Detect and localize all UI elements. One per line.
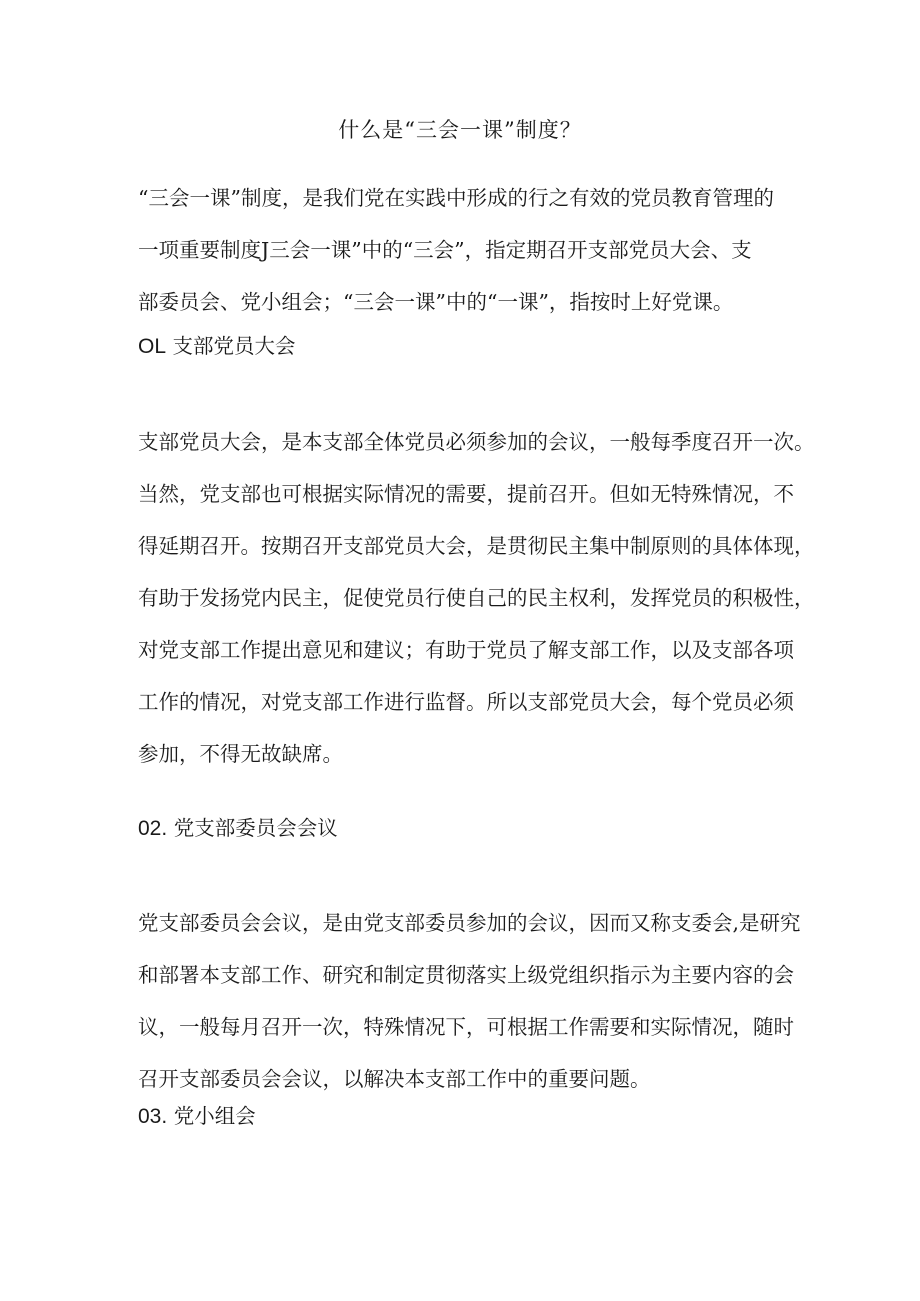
section-number: OL — [138, 335, 167, 358]
paragraph-line: 得延期召开。按期召开支部党员大会，是贯彻民主集中制原则的具体体现， — [138, 534, 815, 558]
paragraph-line: 有助于发扬党内民主，促使党员行使自己的民主权利，发挥党员的积极性， — [138, 586, 815, 610]
section-heading-2 — [138, 812, 338, 845]
paragraph-line: 参加，不得无故缺席。 — [138, 742, 343, 766]
section-heading-1 — [138, 330, 296, 363]
intro-paragraph — [138, 172, 794, 328]
section-title: 党支部委员会会议 — [173, 816, 338, 840]
section-paragraph-1 — [138, 416, 815, 780]
paragraph-line: 对党支部工作提出意见和建议；有助于党员了解支部工作，以及支部各项 — [138, 638, 794, 662]
document-title: 什么是“三会一课”制度？ — [338, 118, 582, 142]
paragraph-line: 当然，党支部也可根据实际情况的需要，提前召开。但如无特殊情况，不 — [138, 482, 794, 506]
paragraph-line: 一项重要制度J三会一课”中的“三会”，指定期召开支部党员大会、支 — [138, 238, 752, 262]
paragraph-line: 议，一般每月召开一次，特殊情况下，可根据工作需要和实际情况，随时 — [138, 1015, 794, 1039]
paragraph-line: 部委员会、党小组会；“三会一课”中的“一课”，指按时上好党课。 — [138, 290, 734, 314]
section-number: 03. — [138, 1105, 168, 1128]
section-number: 02. — [138, 817, 168, 840]
paragraph-line: “三会一课”制度，是我们党在实践中形成的行之有效的党员教育管理的 — [138, 186, 774, 210]
section-title: 党小组会 — [173, 1104, 256, 1128]
section-title: 支部党员大会 — [172, 334, 296, 358]
paragraph-line: 党支部委员会会议，是由党支部委员参加的会议，因而又称支委会,是研究 — [138, 911, 801, 935]
paragraph-line: 召开支部委员会会议，以解决本支部工作中的重要问题。 — [138, 1067, 651, 1091]
section-paragraph-2 — [138, 897, 801, 1105]
section-heading-3 — [138, 1100, 256, 1133]
paragraph-line: 工作的情况，对党支部工作进行监督。所以支部党员大会，每个党员必须 — [138, 690, 794, 714]
paragraph-line: 支部党员大会，是本支部全体党员必须参加的会议，一般每季度召开一次。 — [138, 430, 815, 454]
paragraph-line: 和部署本支部工作、研究和制定贯彻落实上级党组织指示为主要内容的会 — [138, 963, 794, 987]
